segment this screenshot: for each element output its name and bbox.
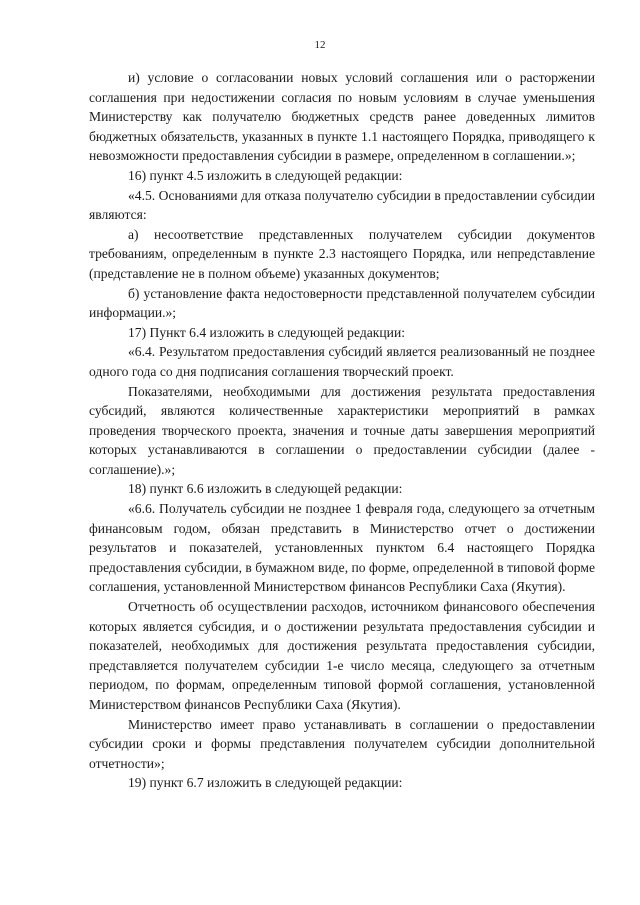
paragraph-item-i: и) условие о согласовании новых условий соглашения или о расторжении соглашения при недостижении согласия по новым условиям в случае уменьшения Министерству как получателю бюджетных средств ранее доведенных лимитов бюджетных обязательств, указанных в пункте 1.1 настоящего Порядка, приводящего к невозможности предоставления субсидии в размере, определенном в соглашении.»; [89, 70, 595, 164]
paragraph-ministry-right: Министерство имеет право устанавливать в соглашении о предоставлении субсидии сроки и формы представления получателем субсидии дополнительной отчетности»; [89, 716, 595, 771]
paragraph-item-b: б) установление факта недостоверности представленной получателем субсидии информации.»; [89, 285, 595, 321]
paragraph-indicators: Показателями, необходимыми для достижения результата предоставления субсидий, являются количественные характеристики мероприятий в рамках проведения творческого проекта, значения и точные даты завершения мероприятий которых устанавливаются в соглашении о предоставлении субсидии (далее - соглашение).»; [89, 383, 595, 477]
paragraph-clause-4-5: «4.5. Основаниями для отказа получателю субсидии в предоставлении субсидии являются: [89, 187, 595, 223]
paragraph-reporting: Отчетность об осуществлении расходов, источником финансового обеспечения которых является субсидия, и о достижении результата предоставления субсидии и показателей, необходимых для достижения результата предоставления субсидии, представляется получателем субсидии 1-е число месяца, следующего за отчетным периодом, по формам, определенным типовой формой соглашения, установленной Министерством финансов Республики Саха (Якутия). [89, 599, 595, 712]
paragraph-clause-6-4: «6.4. Результатом предоставления субсидий является реализованный не позднее одного года со дня подписания соглашения творческий проект. [89, 344, 595, 379]
document-body [89, 68, 595, 793]
paragraph-point-16: 16) пункт 4.5 изложить в следующей редакции: [128, 167, 403, 183]
paragraph-point-19: 19) пункт 6.7 изложить в следующей редакции: [128, 775, 403, 791]
paragraph-point-18: 18) пункт 6.6 изложить в следующей редакции: [128, 481, 403, 497]
paragraph-point-17: 17) Пункт 6.4 изложить в следующей редакции: [128, 324, 405, 340]
page-number: 12 [314, 39, 326, 51]
paragraph-clause-6-6: «6.6. Получатель субсидии не позднее 1 февраля года, следующего за отчетным финансовым годом, обязан представить в Министерство отчет о достижении результатов и показателей, установленных пунктом 6.4 настоящего Порядка предоставления субсидии, в бумажном виде, по форме, определенной в типовой форме соглашения, установленной Министерством финансов Республики Саха (Якутия). [89, 501, 595, 595]
paragraph-item-a: а) несоответствие представленных получателем субсидии документов требованиям, определенным в пункте 2.3 настоящего Порядка, или непредставление (представление не в полном объеме) указанных документов; [89, 226, 595, 281]
